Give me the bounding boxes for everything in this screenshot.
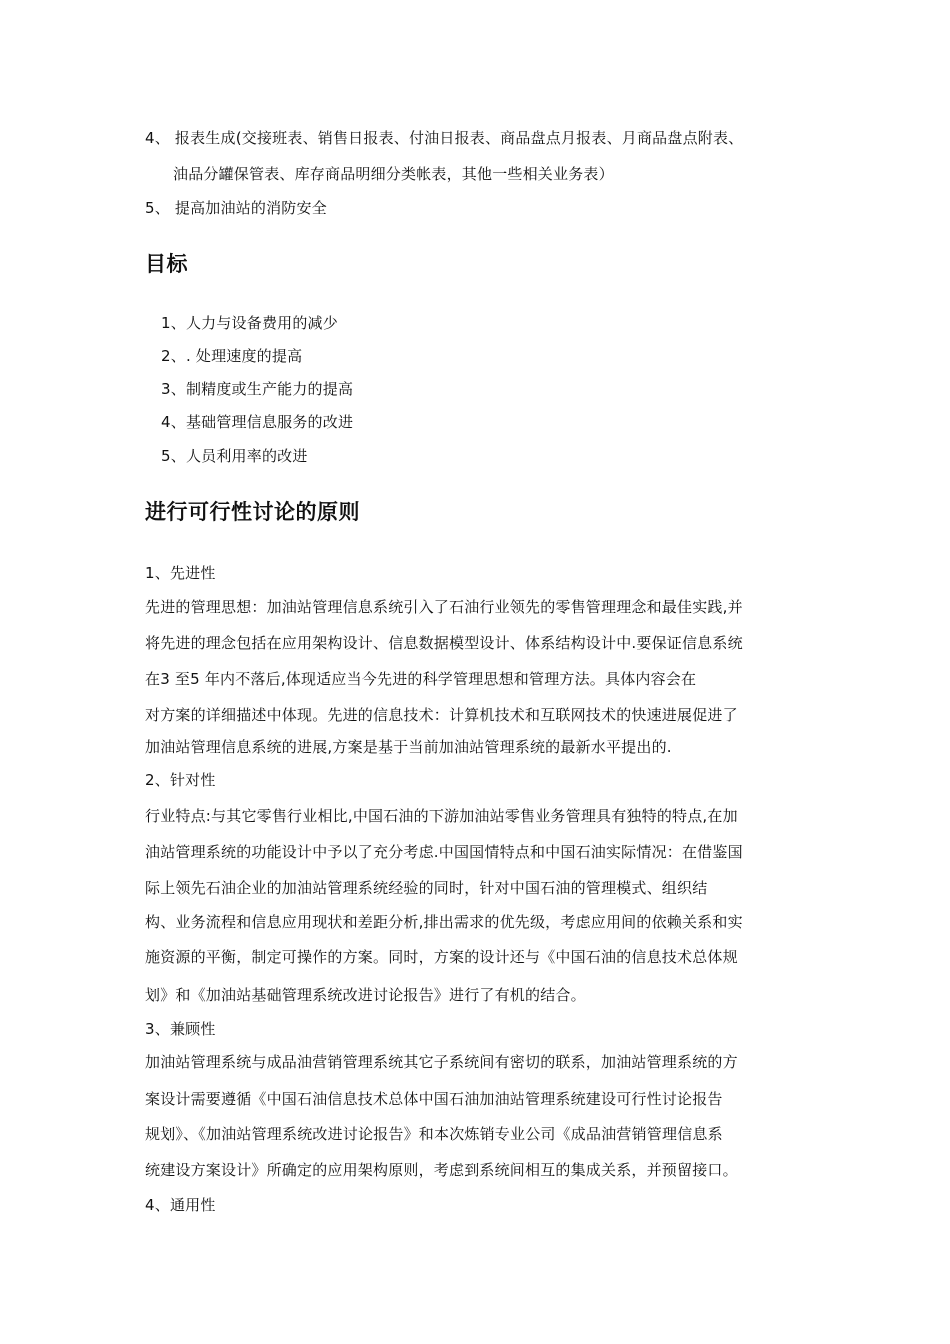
goal-item: 2、. 处理速度的提高 <box>161 347 303 365</box>
paragraph-line: 案设计需要遵循《中国石油信息技术总体中国石油加油站管理系统建设可行性讨论报告 <box>145 1090 723 1108</box>
principle-title-generality: 4、通用性 <box>145 1196 216 1214</box>
paragraph-line: 构、业务流程和信息应用现状和差距分析,排出需求的优先级，考虑应用间的依赖关系和实 <box>145 913 743 931</box>
paragraph-line: 将先进的理念包括在应用架构设计、信息数据模型设计、体系结构设计中.要保证信息系统 <box>145 634 743 652</box>
section-heading-principles: 进行可行性讨论的原则 <box>145 500 360 524</box>
principle-title-targeted: 2、针对性 <box>145 771 216 789</box>
principle-title-compatible: 3、兼顾性 <box>145 1020 216 1038</box>
paragraph-line: 行业特点:与其它零售行业相比,中国石油的下游加油站零售业务管理具有独特的特点,在加 <box>145 807 738 825</box>
paragraph-line: 在3 至5 年内不落后,体现适应当今先进的科学管理思想和管理方法。具体内容会在 <box>145 670 697 688</box>
paragraph-line: 油站管理系统的功能设计中予以了充分考虑.中国国情特点和中国石油实际情况：在借鉴国 <box>145 843 743 861</box>
paragraph-line: 加油站管理信息系统的进展,方案是基于当前加油站管理系统的最新水平提出的. <box>145 738 672 756</box>
list-item-fire-safety: 5、 提高加油站的消防安全 <box>145 199 327 217</box>
paragraph-line: 施资源的平衡，制定可操作的方案。同时，方案的设计还与《中国石油的信息技术总体规 <box>145 948 738 966</box>
paragraph-line: 加油站管理系统与成品油营销管理系统其它子系统间有密切的联系，加油站管理系统的方 <box>145 1053 738 1071</box>
goal-item: 4、基础管理信息服务的改进 <box>161 413 354 431</box>
section-heading-goals: 目标 <box>145 252 188 276</box>
paragraph-line: 划》和《加油站基础管理系统改进讨论报告》进行了有机的结合。 <box>145 986 586 1004</box>
goal-item: 1、人力与设备费用的减少 <box>161 314 338 332</box>
paragraph-line: 对方案的详细描述中体现。先进的信息技术：计算机技术和互联网技术的快速进展促进了 <box>145 706 738 724</box>
principle-title-advanced: 1、先进性 <box>145 564 216 582</box>
paragraph-line: 统建设方案设计》所确定的应用架构原则，考虑到系统间相互的集成关系，并预留接口。 <box>145 1161 738 1179</box>
goal-item: 5、人员利用率的改进 <box>161 447 308 465</box>
list-item-report-generation: 4、 报表生成(交接班表、销售日报表、付油日报表、商品盘点月报表、月商品盘点附表、 <box>145 129 744 147</box>
goal-item: 3、制精度或生产能力的提高 <box>161 380 354 398</box>
paragraph-line: 规划》、《加油站管理系统改进讨论报告》和本次炼销专业公司《成品油营销管理信息系 <box>145 1125 723 1143</box>
paragraph-line: 际上领先石油企业的加油站管理系统经验的同时，针对中国石油的管理模式、组织结 <box>145 879 708 897</box>
list-item-report-generation-continued: 油品分罐保管表、库存商品明细分类帐表，其他一些相关业务表） <box>173 165 614 183</box>
paragraph-line: 先进的管理思想：加油站管理信息系统引入了石油行业领先的零售管理理念和最佳实践,并 <box>145 598 743 616</box>
